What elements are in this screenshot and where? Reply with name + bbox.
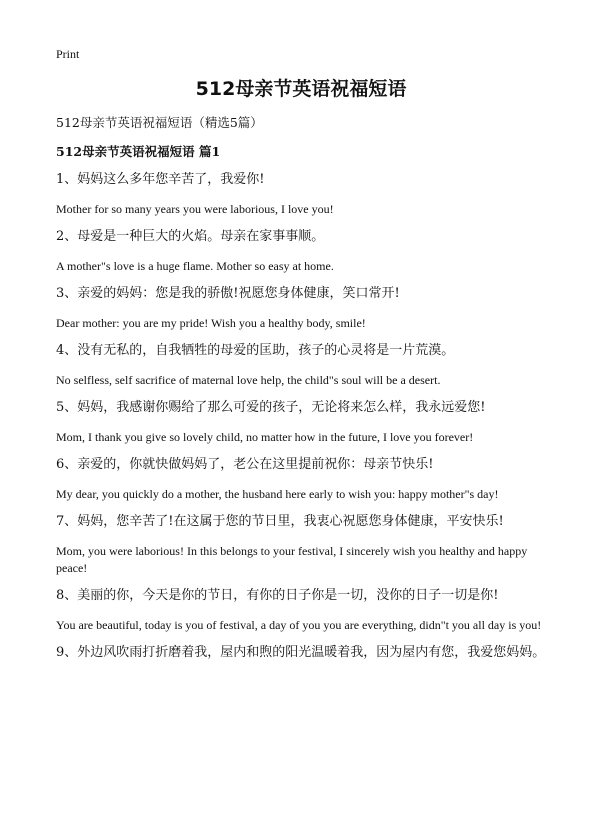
- list-item: [56, 171, 546, 218]
- entry-english: Mom, you were laborious! In this belongs to your festival, I sincerely wish you healthy and happy peace!: [56, 544, 528, 575]
- entry-list: [56, 171, 546, 662]
- entry-chinese: 5、妈妈，我感谢你赐给了那么可爱的孩子，无论将来怎么样，我永远爱您!: [56, 400, 486, 415]
- entry-chinese: 7、妈妈，您辛苦了!在这属于您的节日里，我衷心祝愿您身体健康，平安快乐!: [56, 514, 504, 529]
- entry-chinese: 4、没有无私的，自我牺牲的母爱的匡助，孩子的心灵将是一片荒漠。: [56, 343, 455, 358]
- list-item: [56, 399, 546, 446]
- list-item: [56, 228, 546, 275]
- print-label: Print: [56, 47, 80, 61]
- list-item: [56, 587, 546, 634]
- list-item: [56, 456, 546, 503]
- entry-english: You are beautiful, today is you of festival, a day of you you are everything, didn"t you all day is you!: [56, 618, 542, 632]
- entry-chinese: 8、美丽的你，今天是你的节日，有你的日子你是一切，没你的日子一切是你!: [56, 588, 499, 603]
- document-title: 512母亲节英语祝福短语: [195, 78, 407, 100]
- entry-english: My dear, you quickly do a mother, the husband here early to wish you: happy mother"s day!: [56, 487, 499, 501]
- list-item: [56, 342, 546, 389]
- entry-english: Mom, I thank you give so lovely child, no matter how in the future, I love you forever!: [56, 430, 474, 444]
- entry-english: No selfless, self sacrifice of maternal love help, the child"s soul will be a desert.: [56, 373, 441, 387]
- list-item: [56, 285, 546, 332]
- entry-chinese: 3、亲爱的妈妈：您是我的骄傲!祝愿您身体健康，笑口常开!: [56, 286, 400, 301]
- entry-english: Dear mother: you are my pride! Wish you a healthy body, smile!: [56, 316, 366, 330]
- section-heading: 512母亲节英语祝福短语 篇1: [56, 144, 221, 159]
- entry-chinese: 1、妈妈这么多年您辛苦了，我爱你!: [56, 172, 265, 187]
- entry-english: A mother"s love is a huge flame. Mother so easy at home.: [56, 259, 334, 273]
- entry-english: Mother for so many years you were laborious, I love you!: [56, 202, 334, 216]
- list-item: [56, 644, 546, 662]
- entry-chinese: 9、外边风吹雨打折磨着我，屋内和煦的阳光温暖着我，因为屋内有您，我爱您妈妈。: [56, 645, 546, 660]
- list-item: [56, 513, 546, 577]
- entry-chinese: 2、母爱是一种巨大的火焰。母亲在家事事顺。: [56, 229, 325, 244]
- document-subtitle: 512母亲节英语祝福短语（精选5篇）: [56, 115, 263, 130]
- entry-chinese: 6、亲爱的，你就快做妈妈了，老公在这里提前祝你：母亲节快乐!: [56, 457, 434, 472]
